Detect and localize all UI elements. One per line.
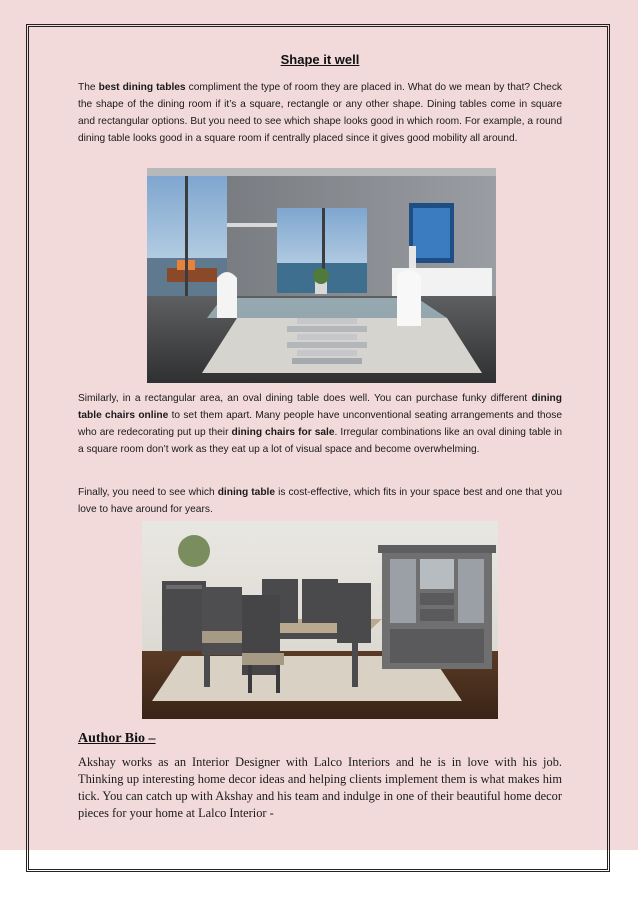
paragraph-text: Similarly, in a rectangular area, an oval dining table does well. You can purchase funky different <box>78 393 532 404</box>
traditional-dining-set-image <box>142 521 498 719</box>
paragraph-cost <box>78 484 562 518</box>
link-dining-chairs-for-sale[interactable]: dining chairs for sale <box>231 427 335 438</box>
paragraph-text: The <box>78 82 99 93</box>
author-bio-text: Akshay works as an Interior Designer with Lalco Interiors and he is in love with his job. Thinking up interesting home decor ideas and helping clients implement them is what makes him tick. You can catch up with Akshay and his team and indulge in one of their beautiful home decor pieces for your home at Lalco Interior - <box>78 755 562 820</box>
paragraph-text: is cost-effective, which fits in your space best and one that you love to have around for years. <box>78 487 562 515</box>
author-bio-heading: Author Bio – <box>78 731 156 746</box>
paragraph-text: . Irregular combinations like an oval dining table in a square room don’t work as they eat up a lot of visual space and become overwhelming. <box>78 427 563 455</box>
paragraph-text: to set them apart. Many people have unconventional seating arrangements and those who are redecorating put up their <box>78 410 562 438</box>
link-dining-table-chairs-online[interactable]: dining table chairs online <box>78 393 562 421</box>
section-title: Shape it well <box>280 52 360 67</box>
link-dining-table[interactable]: dining table <box>217 487 276 498</box>
link-best-dining-tables[interactable]: best dining tables <box>98 82 186 93</box>
paragraph-text: compliment the type of room they are placed in. What do we mean by that? Check the shape of the dining room if it’s a square, rectangle or any other shape. Dining tables come in square and rectangular options. But you need to see which shape looks good in which room. For example, a round dining table looks good in a square room if centrally placed since it gives good mobility all around. <box>78 82 562 144</box>
paragraph-shape <box>78 79 562 147</box>
paragraph-text: Finally, you need to see which <box>78 487 218 498</box>
paragraph-oval <box>78 390 562 458</box>
modern-dining-room-image <box>147 168 496 383</box>
